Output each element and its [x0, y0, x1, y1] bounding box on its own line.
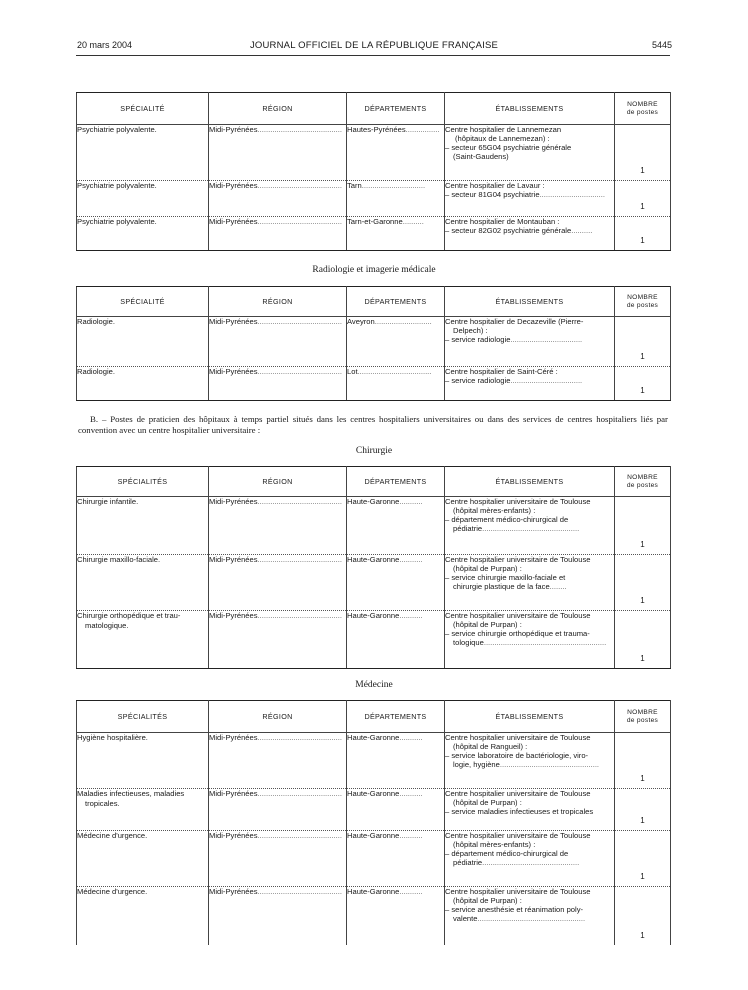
cell-region: Midi-Pyrénées........................................ — [209, 555, 347, 611]
col-header-departements: DÉPARTEMENTS — [347, 701, 445, 733]
cell-region: Midi-Pyrénées........................................ — [209, 181, 347, 217]
col-header-region: RÉGION — [209, 467, 347, 497]
cell-nombre: 1 — [615, 367, 671, 401]
cell-region: Midi-Pyrénées........................................ — [209, 789, 347, 831]
cell-nombre: 1 — [615, 125, 671, 181]
cell-departement: Haute-Garonne........... — [347, 733, 445, 789]
cell-specialite: Radiologie. — [77, 317, 209, 367]
col-header-departements: DÉPARTEMENTS — [347, 287, 445, 317]
col-header-etablissements: ÉTABLISSEMENTS — [445, 287, 615, 317]
cell-departement: Haute-Garonne........... — [347, 555, 445, 611]
cell-etablissement: Centre hospitalier de Lavaur : – secteur 81G04 psychiatrie............................... — [445, 181, 615, 217]
cell-region: Midi-Pyrénées........................................ — [209, 367, 347, 401]
cell-etablissement: Centre hospitalier universitaire de Toulouse (hôpital de Purpan) : – service anesthésie et réanimation poly- valente................................................... — [445, 887, 615, 945]
cell-specialite: Chirurgie orthopédique et trau- matologique. — [77, 611, 209, 669]
cell-region: Midi-Pyrénées........................................ — [209, 317, 347, 367]
cell-region: Midi-Pyrénées........................................ — [209, 497, 347, 555]
col-header-departements: DÉPARTEMENTS — [347, 467, 445, 497]
table-row — [77, 217, 671, 251]
col-header-nombre: NOMBRE de postes — [615, 701, 671, 733]
table-row — [77, 789, 671, 831]
table-row — [77, 497, 671, 555]
section-title-medecine: Médecine — [355, 680, 393, 690]
table-row — [77, 733, 671, 789]
cell-etablissement: Centre hospitalier universitaire de Toulouse (hôpital de Rangueil) : – service laboratoire de bactériologie, viro- logie, hygiène............................................... — [445, 733, 615, 789]
table-row — [77, 611, 671, 669]
cell-specialite: Hygiène hospitalière. — [77, 733, 209, 789]
cell-nombre: 1 — [615, 181, 671, 217]
cell-etablissement: Centre hospitalier universitaire de Toulouse (hôpital de Purpan) : – service chirurgie orthopédique et trauma- tologique.......................................................... — [445, 611, 615, 669]
cell-departement: Haute-Garonne........... — [347, 611, 445, 669]
cell-region: Midi-Pyrénées........................................ — [209, 887, 347, 945]
col-header-nombre: NOMBRE de postes — [615, 467, 671, 497]
table-row — [77, 181, 671, 217]
cell-etablissement: Centre hospitalier de Lannemezan (hôpitaux de Lannemezan) : – secteur 65G04 psychiatrie générale (Saint-Gaudens) — [445, 125, 615, 181]
cell-specialite: Chirurgie infantile. — [77, 497, 209, 555]
cell-nombre: 1 — [615, 317, 671, 367]
cell-region: Midi-Pyrénées........................................ — [209, 217, 347, 251]
table-row — [77, 367, 671, 401]
cell-region: Midi-Pyrénées........................................ — [209, 733, 347, 789]
col-header-etablissements: ÉTABLISSEMENTS — [445, 93, 615, 125]
cell-nombre: 1 — [615, 611, 671, 669]
cell-nombre: 1 — [615, 887, 671, 945]
col-header-specialites: SPÉCIALITÉS — [77, 467, 209, 497]
cell-departement: Aveyron........................... — [347, 317, 445, 367]
cell-specialite: Médecine d'urgence. — [77, 831, 209, 887]
cell-etablissement: Centre hospitalier de Saint-Céré : – service radiologie.................................. — [445, 367, 615, 401]
cell-specialite: Médecine d'urgence. — [77, 887, 209, 945]
cell-specialite: Psychiatrie polyvalente. — [77, 217, 209, 251]
col-header-etablissements: ÉTABLISSEMENTS — [445, 467, 615, 497]
cell-departement: Hautes-Pyrénées................ — [347, 125, 445, 181]
cell-specialite: Chirurgie maxillo-faciale. — [77, 555, 209, 611]
cell-etablissement: Centre hospitalier universitaire de Toulouse (hôpital mères-enfants) : – département médico-chirurgical de pédiatrie.............................................. — [445, 497, 615, 555]
cell-departement: Tarn-et-Garonne.......... — [347, 217, 445, 251]
cell-nombre: 1 — [615, 831, 671, 887]
table-radiologie — [76, 286, 671, 401]
col-header-specialite: SPÉCIALITÉ — [77, 93, 209, 125]
cell-etablissement: Centre hospitalier universitaire de Toulouse (hôpital mères-enfants) : – département médico-chirurgical de pédiatrie.............................................. — [445, 831, 615, 887]
cell-departement: Haute-Garonne........... — [347, 789, 445, 831]
cell-nombre: 1 — [615, 497, 671, 555]
col-header-region: RÉGION — [209, 287, 347, 317]
table-row — [77, 831, 671, 887]
cell-nombre: 1 — [615, 217, 671, 251]
table-row — [77, 555, 671, 611]
table-row — [77, 887, 671, 945]
cell-etablissement: Centre hospitalier universitaire de Toulouse (hôpital de Purpan) : – service maladies infectieuses et tropicales — [445, 789, 615, 831]
table-psychiatrie — [76, 92, 671, 251]
col-header-specialite: SPÉCIALITÉ — [77, 287, 209, 317]
cell-nombre: 1 — [615, 733, 671, 789]
cell-etablissement: Centre hospitalier universitaire de Toulouse (hôpital de Purpan) : – service chirurgie maxillo-faciale et chirurgie plastique de la face........ — [445, 555, 615, 611]
cell-departement: Haute-Garonne........... — [347, 831, 445, 887]
section-title-chirurgie: Chirurgie — [355, 446, 393, 456]
table-row — [77, 125, 671, 181]
header-rule — [76, 55, 670, 56]
cell-departement: Haute-Garonne........... — [347, 887, 445, 945]
header-date: 20 mars 2004 — [77, 40, 133, 50]
cell-etablissement: Centre hospitalier de Montauban : – secteur 82G02 psychiatrie générale.......... — [445, 217, 615, 251]
header-page-number: 5445 — [651, 40, 672, 50]
col-header-nombre: NOMBRE de postes — [615, 287, 671, 317]
cell-departement: Haute-Garonne........... — [347, 497, 445, 555]
cell-specialite: Maladies infectieuses, maladies tropicales. — [77, 789, 209, 831]
cell-specialite: Psychiatrie polyvalente. — [77, 181, 209, 217]
section-title-radiologie: Radiologie et imagerie médicale — [312, 265, 436, 275]
cell-nombre: 1 — [615, 555, 671, 611]
col-header-specialites: SPÉCIALITÉS — [77, 701, 209, 733]
col-header-region: RÉGION — [209, 93, 347, 125]
col-header-etablissements: ÉTABLISSEMENTS — [445, 701, 615, 733]
cell-departement: Tarn.............................. — [347, 181, 445, 217]
paragraph-b: B. – Postes de praticien des hôpitaux à temps partiel situés dans les centres hospitaliers universitaires ou dans des services de centres hospitaliers liés par convention avec un centre hospitalier universitaire : — [78, 414, 668, 435]
table-row — [77, 317, 671, 367]
cell-region: Midi-Pyrénées........................................ — [209, 831, 347, 887]
cell-specialite: Psychiatrie polyvalente. — [77, 125, 209, 181]
col-header-nombre: NOMBRE de postes — [615, 93, 671, 125]
header-title: JOURNAL OFFICIEL DE LA RÉPUBLIQUE FRANÇAISE — [249, 40, 499, 51]
col-header-departements: DÉPARTEMENTS — [347, 93, 445, 125]
cell-etablissement: Centre hospitalier de Decazeville (Pierre- Delpech) : – service radiologie.................................. — [445, 317, 615, 367]
cell-region: Midi-Pyrénées........................................ — [209, 125, 347, 181]
table-medecine — [76, 700, 671, 945]
cell-region: Midi-Pyrénées........................................ — [209, 611, 347, 669]
table-chirurgie — [76, 466, 671, 669]
col-header-region: RÉGION — [209, 701, 347, 733]
cell-nombre: 1 — [615, 789, 671, 831]
cell-specialite: Radiologie. — [77, 367, 209, 401]
cell-departement: Lot................................... — [347, 367, 445, 401]
